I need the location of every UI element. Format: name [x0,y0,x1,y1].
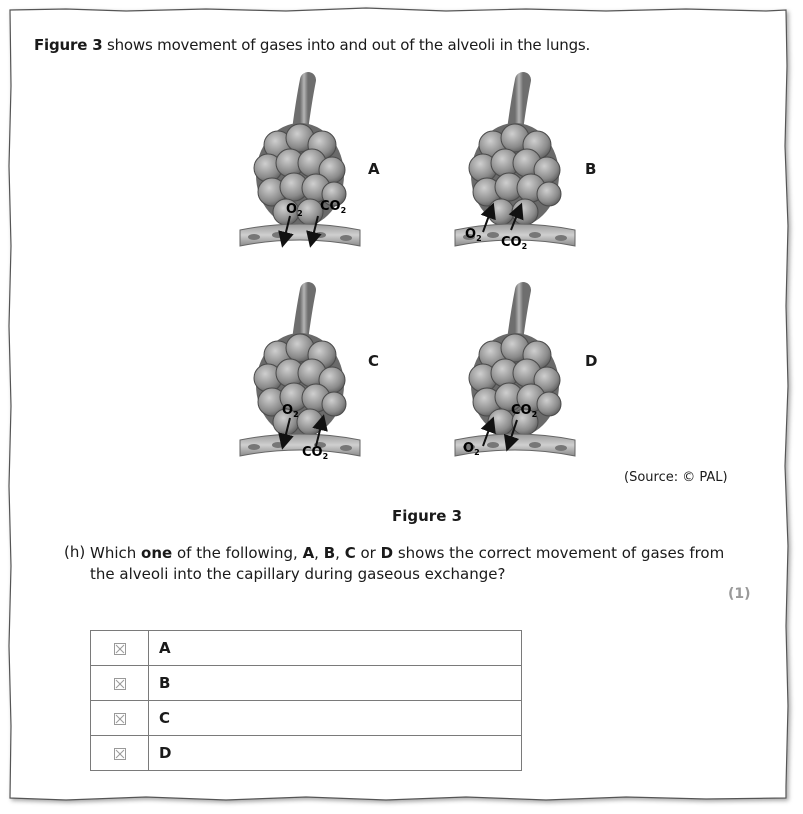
answer-options-table [90,630,522,771]
option-a-checkbox-icon[interactable] [114,643,126,655]
option-row-c [91,701,522,736]
panel-c-o2-label: $O_2$ [282,403,299,419]
option-a-label: A [149,631,522,666]
figure-caption: Figure 3 [392,507,463,525]
panel-d [455,290,575,457]
panel-b-letter: B [585,160,597,178]
alveoli-figure [200,70,620,470]
option-row-a [91,631,522,666]
option-d-checkbox-cell[interactable] [91,736,149,771]
panel-c-letter: C [368,352,380,370]
option-c-checkbox-icon[interactable] [114,713,126,725]
figure-source: (Source: © PAL) [624,470,728,485]
option-b-checkbox-icon[interactable] [114,678,126,690]
panel-a [240,80,360,246]
panel-b-co2-label: $CO_2$ [501,235,528,251]
option-a-checkbox-cell[interactable] [91,631,149,666]
option-c-checkbox-cell[interactable] [91,701,149,736]
panel-d-o2-label: $O_2$ [463,441,480,457]
option-d-checkbox-icon[interactable] [114,748,126,760]
option-row-b [91,666,522,701]
question-number: (h) [64,543,86,561]
intro-description: shows movement of gases into and out of the alveoli in the lungs. [102,36,591,54]
option-c-label: C [149,701,522,736]
panel-d-letter: D [585,352,598,370]
panel-c [240,290,360,461]
panel-b [455,80,575,251]
option-b-label: B [149,666,522,701]
panel-d-co2-label: $CO_2$ [511,403,538,419]
intro-text [34,36,590,54]
panel-a-o2-label: $O_2$ [286,202,303,218]
option-d-label: D [149,736,522,771]
option-b-checkbox-cell[interactable] [91,666,149,701]
question-text: Which one of the following, A, B, C or D shows the correct movement of gases from the alveoli into the capillary during gaseous exchange? [90,544,725,583]
marks-available: (1) [728,586,751,602]
panel-a-co2-label: $CO_2$ [320,199,347,215]
panel-a-letter: A [368,160,380,178]
panel-b-o2-label: $O_2$ [465,227,482,243]
figure-reference: Figure 3 [34,36,103,54]
option-row-d [91,736,522,771]
panel-c-co2-label: $CO_2$ [302,445,329,461]
